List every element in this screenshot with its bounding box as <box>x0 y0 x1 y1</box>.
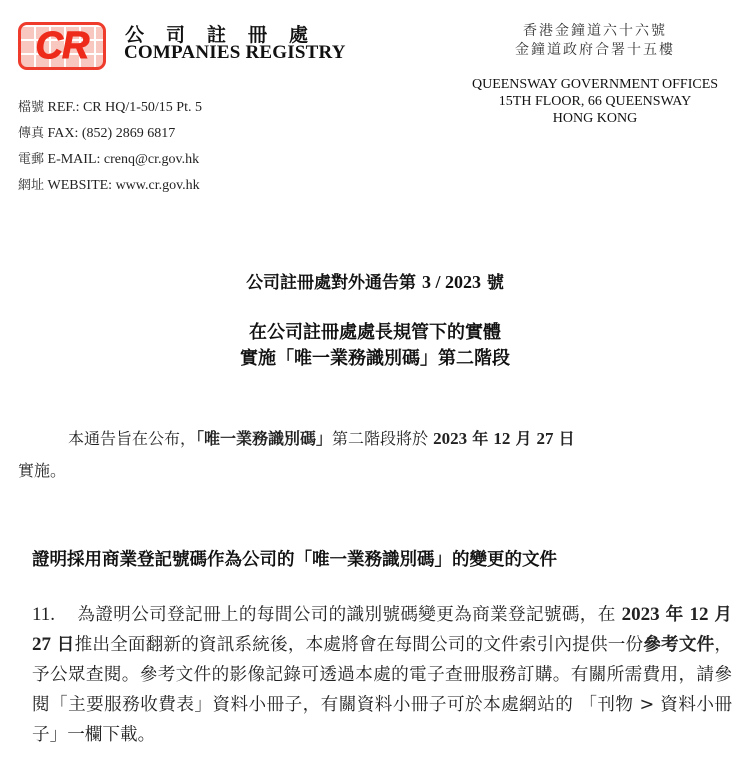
label-zh: 傳真 <box>18 126 45 141</box>
org-name-zh: 公司註冊處 <box>125 24 331 46</box>
date-year: 2023 <box>433 429 468 448</box>
subtitle-line: 實施「唯一業務識別碼」第二階段 <box>240 348 510 369</box>
date-unit: 日 <box>558 429 575 448</box>
date-unit: 年 <box>472 429 489 448</box>
contact-fax <box>18 121 202 147</box>
paragraph-text: 推出全面翻新的資訊系統後，本處將會在每間公司的文件索引內提供一份 <box>74 635 644 655</box>
label-en: E-MAIL: <box>47 152 101 167</box>
paragraph-text: 為證明公司登記冊上的每間公司的識別號碼變更為商業登記號碼，在 <box>77 605 616 625</box>
label-zh: 電郵 <box>18 152 45 167</box>
intro-bold-term: 「唯一業務識別碼」 <box>196 429 333 448</box>
address-en-line: HONG KONG <box>552 111 638 126</box>
intro-text: 實施。 <box>18 461 67 480</box>
date-unit: 年 <box>665 605 684 625</box>
label-en: FAX: <box>47 126 79 141</box>
address-zh-line: 香港金鐘道六十六號 <box>523 23 667 39</box>
address-zh-line: 金鐘道政府合署十五樓 <box>515 42 675 58</box>
date-day: 27 <box>536 429 554 448</box>
notice-title <box>0 268 750 293</box>
subtitle-line: 在公司註冊處處長規管下的實體 <box>249 322 501 343</box>
contact-block <box>18 95 202 199</box>
label-en: REF.: <box>47 100 80 115</box>
address-en-line: 15TH FLOOR, 66 QUEENSWAY <box>498 94 692 109</box>
contact-ref <box>18 95 202 121</box>
date-unit: 日 <box>56 635 75 655</box>
date-day: 27 <box>32 634 51 655</box>
website-link[interactable]: www.cr.gov.hk <box>115 178 200 193</box>
notice-subtitle <box>0 320 750 372</box>
address-en <box>445 76 745 127</box>
contact-email <box>18 147 202 173</box>
email-link[interactable]: crenq@cr.gov.hk <box>103 152 200 167</box>
label-zh: 網址 <box>18 178 45 193</box>
notice-number: 3 / 2023 <box>421 272 481 292</box>
date-unit: 月 <box>714 605 733 625</box>
fax-value: (852) 2869 6817 <box>81 126 176 141</box>
label-zh: 檔號 <box>18 100 45 115</box>
ref-value: CR HQ/1-50/15 Pt. 5 <box>82 100 202 115</box>
intro-text: 第二階段將於 <box>332 429 429 448</box>
contact-website <box>18 173 202 199</box>
logo-text: CR <box>35 25 89 67</box>
date-unit: 月 <box>515 429 532 448</box>
title-prefix: 公司註冊處對外通告第 <box>246 273 417 293</box>
section-heading: 證明採用商業登記號碼作為公司的「唯一業務識別碼」的變更的文件 <box>32 550 557 570</box>
companies-registry-logo <box>18 22 106 70</box>
intro-text: 本通告旨在公布， <box>68 429 197 448</box>
date-month: 12 <box>689 604 709 625</box>
paragraph-text: ，予公眾查閱。參考文件的影像記錄可透過本處的電子查冊服務訂購。有關所需費用，請參閱「主要服務收費表」資料小冊子，有關資料小冊子可於本處網站的 「刊物 > 資料小冊子」一欄下載。 <box>32 635 732 745</box>
address-en-line: QUEENSWAY GOVERNMENT OFFICES <box>471 77 719 92</box>
date-year: 2023 <box>621 604 660 625</box>
org-name-en: COMPANIES REGISTRY <box>124 42 346 63</box>
address-zh <box>470 22 720 60</box>
title-suffix: 號 <box>486 273 504 293</box>
date-month: 12 <box>493 429 511 448</box>
intro-paragraph <box>18 423 718 487</box>
paragraph-11 <box>32 600 732 750</box>
paragraph-bold-term: 參考文件 <box>643 635 715 655</box>
paragraph-number: 11. <box>32 604 56 625</box>
label-en: WEBSITE: <box>47 178 113 193</box>
